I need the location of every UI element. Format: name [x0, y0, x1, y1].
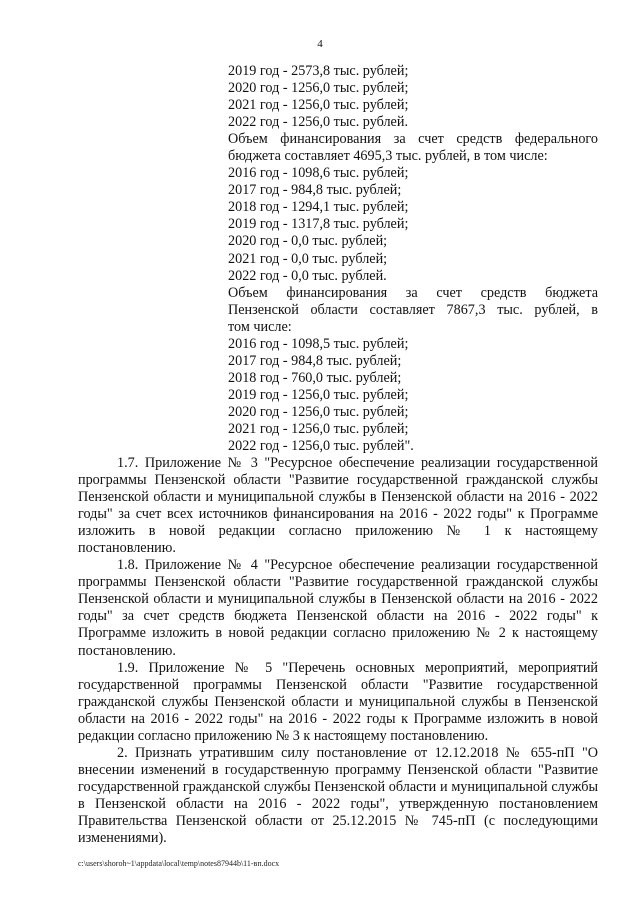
regional-year-line: 2018 год - 760,0 тыс. рублей;: [228, 369, 402, 386]
regional-intro-line: Объем финансирования за счет средств бюджета: [228, 284, 598, 301]
regional-year-line: 2022 год - 1256,0 тыс. рублей".: [228, 438, 414, 455]
federal-year-line: 2022 год - 0,0 тыс. рублей.: [228, 267, 387, 284]
federal-year-line: 2020 год - 0,0 тыс. рублей;: [228, 233, 388, 250]
regional-year-line: 2021 год - 1256,0 тыс. рублей;: [228, 420, 409, 437]
paragraph-1-9: 1.9. Приложение № 5 "Перечень основных мероприятий, мероприятий государственной программы Пензенской области "Развитие государственной гражданской службы Пензенской области и муниципальной службы в Пензенской области на 2016 - 2022 годы" на 2016 - 2022 годы к Программе изложить в новой редакции согласно приложению № 3 к настоящему постановлению.: [78, 659, 598, 744]
regional-intro-line: том числе:: [228, 318, 292, 335]
file-path-footer: c:\users\shoroh~1\appdata\local\temp\notes87944b\11-вп.docx: [78, 859, 280, 868]
federal-intro-line: Объем финансирования за счет средств федерального: [228, 131, 598, 148]
federal-year-line: 2017 год - 984,8 тыс. рублей;: [228, 182, 402, 199]
page-number: 4: [317, 38, 323, 50]
paragraph-1-7: 1.7. Приложение № 3 "Ресурсное обеспечение реализации государственной программы Пензенской области "Развитие государственной гражданской службы Пензенской области и муниципальной службы в Пензенской области на 2016 - 2022 годы" за счет всех источников финансирования на 2016 - 2022 годы" к Программе изложить в новой редакции согласно приложению № 1 к настоящему постановлению.: [78, 455, 598, 557]
federal-year-line: 2022 год - 1256,0 тыс. рублей.: [228, 114, 408, 131]
regional-year-line: 2017 год - 984,8 тыс. рублей;: [228, 352, 402, 369]
paragraph-1-8: 1.8. Приложение № 4 "Ресурсное обеспечение реализации государственной программы Пензенской области "Развитие государственной гражданской службы Пензенской области и муниципальной службы в Пензенской области на 2016 - 2022 годы" за счет средств бюджета Пензенской области на 2016 - 2022 годы" к Программе изложить в новой редакции согласно приложению № 2 к настоящему постановлению.: [78, 557, 598, 659]
regional-year-line: 2016 год - 1098,5 тыс. рублей;: [228, 335, 409, 352]
regional-intro-line: Пензенской области составляет 7867,3 тыс. рублей, в: [228, 301, 598, 318]
federal-year-line: 2019 год - 2573,8 тыс. рублей;: [228, 63, 409, 79]
regional-year-line: 2019 год - 1256,0 тыс. рублей;: [228, 386, 409, 403]
federal-intro-line: бюджета составляет 4695,3 тыс. рублей, в том числе:: [228, 148, 548, 165]
paragraph-2: 2. Признать утратившим силу постановление от 12.12.2018 № 655-пП "О внесении изменений в государственную программу Пензенской области "Развитие государственной гражданской службы Пензенской области и муниципальной службы в Пензенской области на 2016 - 2022 годы", утвержденную постановлением Правительства Пензенской области от 25.12.2015 № 745-пП (с последующими изменениями).: [78, 744, 598, 847]
federal-year-line: 2019 год - 1317,8 тыс. рублей;: [228, 216, 409, 233]
federal-year-line: 2016 год - 1098,6 тыс. рублей;: [228, 165, 409, 182]
federal-year-line: 2018 год - 1294,1 тыс. рублей;: [228, 199, 409, 216]
document-body: [78, 455, 598, 847]
funding-block: [228, 63, 598, 455]
federal-year-line: 2021 год - 0,0 тыс. рублей;: [228, 250, 388, 267]
regional-year-line: 2020 год - 1256,0 тыс. рублей;: [228, 403, 409, 420]
federal-year-line: 2021 год - 1256,0 тыс. рублей;: [228, 97, 409, 114]
federal-year-line: 2020 год - 1256,0 тыс. рублей;: [228, 80, 409, 97]
